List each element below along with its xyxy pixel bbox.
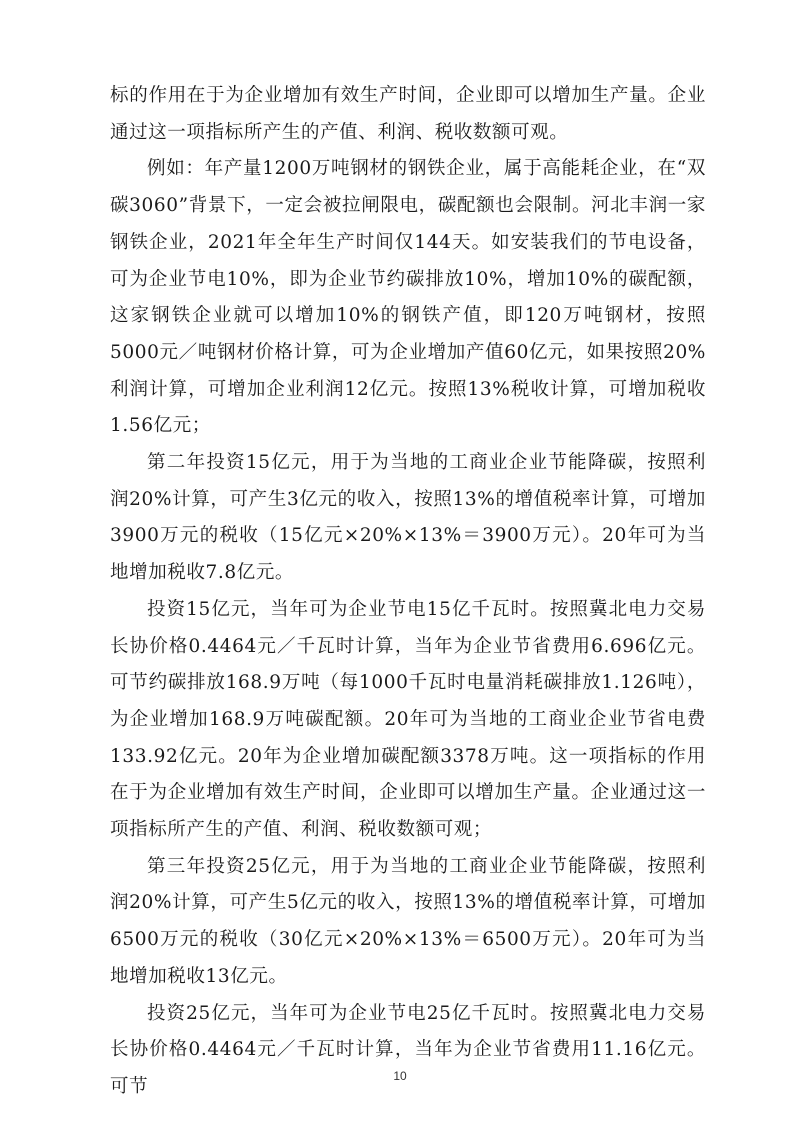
page-number: 10 — [393, 1069, 407, 1083]
paragraph-continuation: 标的作用在于为企业增加有效生产时间，企业即可以增加生产量。企业通过这一项指标所产生的产值、利润、税收数额可观。 — [110, 85, 706, 143]
paragraph-third-year-savings: 投资25亿元，当年可为企业节电25亿千瓦时。按照冀北电力交易长协价格0.4464元／千瓦时计算，当年为企业节省费用11.16亿元。可节 — [110, 1002, 706, 1097]
paragraph-second-year-tax: 第二年投资15亿元，用于为当地的工商业企业节能降碳，按照利润20%计算，可产生3亿元的收入，按照13%的增值税率计算，可增加3900万元的税收（15亿元×20%×13%＝3900万元）。20年可为当地增加税收7.8亿元。 — [110, 452, 706, 584]
paragraph-third-year-tax: 第三年投资25亿元，用于为当地的工商业企业节能降碳，按照利润20%计算，可产生5亿元的收入，按照13%的增值税率计算，可增加6500万元的税收（30亿元×20%×13%＝6500万元）。20年可为当地增加税收13亿元。 — [110, 855, 706, 987]
paragraph-second-year-savings: 投资15亿元，当年可为企业节电15亿千瓦时。按照冀北电力交易长协价格0.4464元／千瓦时计算，当年为企业节省费用6.696亿元。可节约碳排放168.9万吨（每1000千瓦时电量消耗碳排放1.126吨），为企业增加168.9万吨碳配额。20年可为当地的工商业企业节省电费133.92亿元。20年为企业增加碳配额3378万吨。这一项指标的作用在于为企业增加有效生产时间，企业即可以增加生产量。企业通过这一项指标所产生的产值、利润、税收数额可观； — [110, 598, 706, 841]
document-body — [110, 78, 706, 1106]
paragraph-example-steel: 例如：年产量1200万吨钢材的钢铁企业，属于高能耗企业，在“双碳3060”背景下，一定会被拉闸限电，碳配额也会限制。河北丰润一家钢铁企业，2021年全年生产时间仅144天。如安装我们的节电设备，可为企业节电10%，即为企业节约碳排放10%，增加10%的碳配额，这家钢铁企业就可以增加10%的钢铁产值，即120万吨钢材，按照5000元／吨钢材价格计算，可为企业增加产值60亿元，如果按照20%利润计算，可增加企业利润12亿元。按照13%税收计算，可增加税收1.56亿元； — [110, 158, 706, 437]
